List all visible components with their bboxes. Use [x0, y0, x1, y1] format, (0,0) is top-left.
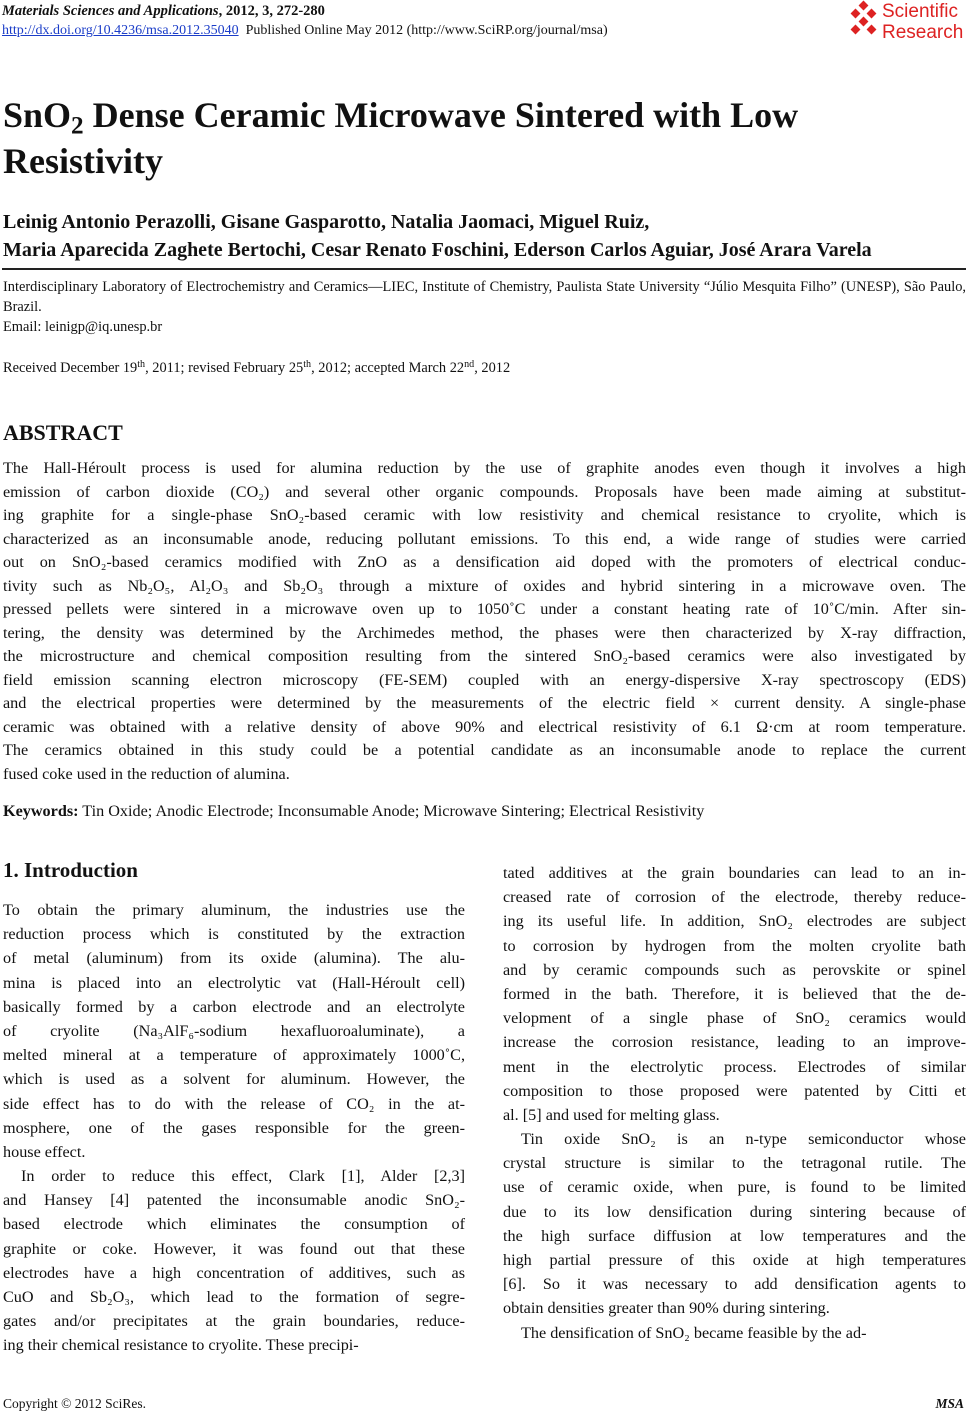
paragraph-line: to corrosion by hydrogen from the molten cryolite bath	[503, 936, 966, 955]
paragraph-line: formed in the bath. Therefore, it is believed that the de-	[503, 984, 966, 1003]
keywords	[3, 802, 704, 821]
section-heading: 1. Introduction	[3, 858, 138, 882]
paragraph-line: creased rate of corrosion of the electrode, thereby reduce-	[503, 888, 966, 907]
date-suffix: th	[303, 358, 312, 370]
paragraph-line: increase the corrosion resistance, leading to an improve-	[503, 1033, 966, 1052]
paragraph-line: of cryolite (Na₃AlF₆-sodium hexafluoroaluminate), a	[3, 1021, 465, 1040]
paragraph-line: ing their chemical resistance to cryolite. These precipi-	[3, 1336, 359, 1355]
paragraph-line: based electrode which eliminates the consumption of	[3, 1215, 465, 1234]
paragraph-line: obtain densities greater than 90% during sintering.	[503, 1299, 830, 1318]
date-suffix: nd	[464, 358, 475, 370]
paragraph-line: tated additives at the grain boundaries can lead to an in-	[503, 864, 966, 882]
accepted-text: , 2012; accepted March 22	[311, 360, 465, 376]
received-dates	[3, 360, 510, 377]
received-text: Received December 19	[3, 360, 138, 376]
year-text: , 2012	[474, 360, 511, 376]
logo-line-1: Scientific	[882, 1, 959, 22]
doi-link[interactable]: http://dx.doi.org/10.4236/msa.2012.35040	[2, 23, 239, 38]
abstract-line: emission of carbon dioxide (CO₂) and several other organic compounds. Proposals have been made aiming at substitut-	[3, 482, 966, 501]
abstract-line: the microstructure and chemical composition resulting from the sintered SnO₂-based ceramics were also investigated by	[3, 647, 966, 665]
authors-line-1: Leinig Antonio Perazolli, Gisane Gasparotto, Natalia Jaomaci, Miguel Ruiz,	[3, 211, 650, 233]
abstract-line: ceramic was obtained with a relative density of above 90% and electrical resistivity of 6.1 Ω·cm at room temperature.	[3, 717, 966, 736]
title-part: Dense Ceramic Microwave Sintered with Low	[83, 95, 799, 135]
abstract-line: tivity such as Nb₂O₅, Al₂O₃ and Sb₂O₃ through a mixture of oxides and hybrid sintering in a microwave oven. The	[3, 576, 966, 595]
right-column	[503, 861, 966, 1345]
journal-abbrev: MSA	[935, 1396, 964, 1411]
abstract-line: The ceramics obtained in this study could be a potential candidate as an inconsumable anode to replace the current	[3, 741, 966, 759]
authors-line-2: Maria Aparecida Zaghete Bertochi, Cesar Renato Foschini, Ederson Carlos Aguiar, José Arara Varela	[3, 239, 872, 261]
paragraph-line: reduction process which is constituted by the extraction	[3, 925, 465, 944]
title-subscript: 2	[71, 112, 84, 140]
paragraph-line: The densification of SnO₂ became feasible by the ad-	[521, 1323, 867, 1342]
abstract-line: The Hall-Héroult process is used for alumina reduction by the use of graphite anodes even though it involves a high	[3, 459, 966, 477]
paragraph-line: Tin oxide SnO₂ is an n-type semiconductor whose	[521, 1130, 966, 1149]
abstract-line: field emission scanning electron microscopy (FE-SEM) coupled with an energy-dispersive X-ray spectroscopy (EDS)	[3, 670, 966, 689]
paragraph-line: In order to reduce this effect, Clark [1], Alder [2,3]	[21, 1167, 465, 1186]
paragraph-line: To obtain the primary aluminum, the industries use the	[3, 901, 465, 919]
paragraph-line: mina is placed into an electrolytic vat (Hall-Héroult cell)	[3, 973, 465, 992]
paragraph-line: [6]. So it was necessary to add densification agents to	[503, 1275, 966, 1294]
paragraph-line: crystal structure is similar to the tetragonal rutile. The	[503, 1154, 966, 1173]
abstract-line: and the electrical properties were determined by the measurements of the electric field × current density. A single-phase	[3, 694, 966, 712]
abstract-line: out on SnO₂-based ceramics modified with ZnO as a densification aid doped with the promoters of electrical conduc-	[3, 553, 966, 571]
abstract-line: fused coke used in the reduction of alumina.	[3, 764, 290, 783]
paragraph-line: and Hansey [4] patented the inconsumable anodic SnO₂-	[3, 1191, 465, 1210]
paragraph-line: mosphere, one of the gases responsible for the green-	[3, 1118, 465, 1137]
journal-citation: , 2012, 3, 272-280	[218, 3, 325, 19]
published-note: Published Online May 2012 (http://www.SciRP.org/journal/msa)	[245, 23, 608, 38]
paragraph-line: ment in the electrolytic process. Electrodes of similar	[503, 1057, 966, 1076]
paragraph-line: use of ceramic oxide, when pure, is found to be limited	[503, 1178, 966, 1197]
keywords-label: Keywords:	[3, 802, 79, 820]
paragraph-line: of metal (aluminum) from its oxide (alumina). The alu-	[3, 949, 465, 968]
paragraph-line: composition to those proposed were patented by Citti et	[503, 1081, 966, 1100]
paper-title	[3, 92, 903, 184]
abstract-heading: ABSTRACT	[3, 420, 123, 445]
paragraph-line: basically formed by a carbon electrode and an electrolyte	[3, 997, 465, 1016]
journal-name: Materials Sciences and Applications	[2, 3, 219, 19]
left-column	[3, 898, 465, 1358]
revised-text: , 2011; revised February 25	[145, 360, 304, 376]
paragraph-line: house effect.	[3, 1142, 86, 1161]
paragraph-line: and by ceramic compounds such as perovskite or spinel	[503, 960, 966, 979]
header-divider	[2, 268, 966, 270]
logo-line-2: Research	[882, 22, 964, 43]
copyright-notice: Copyright © 2012 SciRes.	[3, 1396, 147, 1411]
title-line-2: Resistivity	[3, 141, 163, 181]
author-email: Email: leinigp@iq.unesp.br	[3, 319, 163, 335]
scientific-research-logo	[848, 0, 968, 44]
journal-header	[2, 3, 325, 20]
paragraph-line: due to its low densification during sintering because of	[503, 1202, 966, 1221]
paragraph-line: velopment of a single phase of SnO₂ ceramics would	[503, 1009, 966, 1028]
affiliation: Interdisciplinary Laboratory of Electrochemistry and Ceramics—LIEC, Institute of Chemistry, Paulista State University “Júlio Mesquita Filho” (UNESP), São Paulo, Brazil.	[3, 279, 966, 315]
abstract-line: pressed pellets were sintered in a microwave oven up to 1050˚C under a constant heating rate of 10˚C/min. After sin-	[3, 600, 966, 618]
keywords-list: Tin Oxide; Anodic Electrode; Inconsumable Anode; Microwave Sintering; Electrical Resistivity	[78, 802, 705, 820]
paragraph-line: the high surface diffusion at low temperatures and the	[503, 1226, 966, 1245]
paragraph-line: melted mineral at a temperature of approximately 1000˚C,	[3, 1046, 465, 1065]
author-list	[3, 208, 968, 264]
paragraph-line: which is used as a solvent for aluminum. However, the	[3, 1070, 465, 1089]
paragraph-line: graphite or coke. However, it was found out that these	[3, 1239, 465, 1258]
title-part: SnO	[3, 95, 72, 135]
abstract-line: characterized as an inconsumable anode, reducing pollutant emissions. To this end, a wide range of studies were carried	[3, 529, 966, 548]
abstract-body	[3, 457, 966, 786]
paragraph-line: CuO and Sb₂O₃, which lead to the formation of segre-	[3, 1288, 465, 1306]
abstract-line: tering, the density was determined by the Archimedes method, the phases were then characterized by X-ray diffraction,	[3, 623, 966, 642]
date-suffix: th	[137, 358, 146, 370]
paragraph-line: high partial pressure of this oxide at high temperatures	[503, 1251, 966, 1269]
paragraph-line: electrodes have a high concentration of additives, such as	[3, 1263, 465, 1282]
paragraph-line: side effect has to do with the release of CO₂ in the at-	[3, 1094, 465, 1113]
paragraph-line: al. [5] and used for melting glass.	[503, 1105, 720, 1124]
logo-mark-icon	[848, 0, 882, 40]
doi-line	[2, 23, 608, 39]
paragraph-line: ing its useful life. In addition, SnO₂ electrodes are subject	[503, 912, 966, 931]
abstract-line: ing graphite for a single-phase SnO₂-based ceramic with low resistivity and chemical resistance to cryolite, which is	[3, 506, 966, 524]
paragraph-line: gates and/or precipitates at the grain boundaries, reduce-	[3, 1312, 465, 1331]
